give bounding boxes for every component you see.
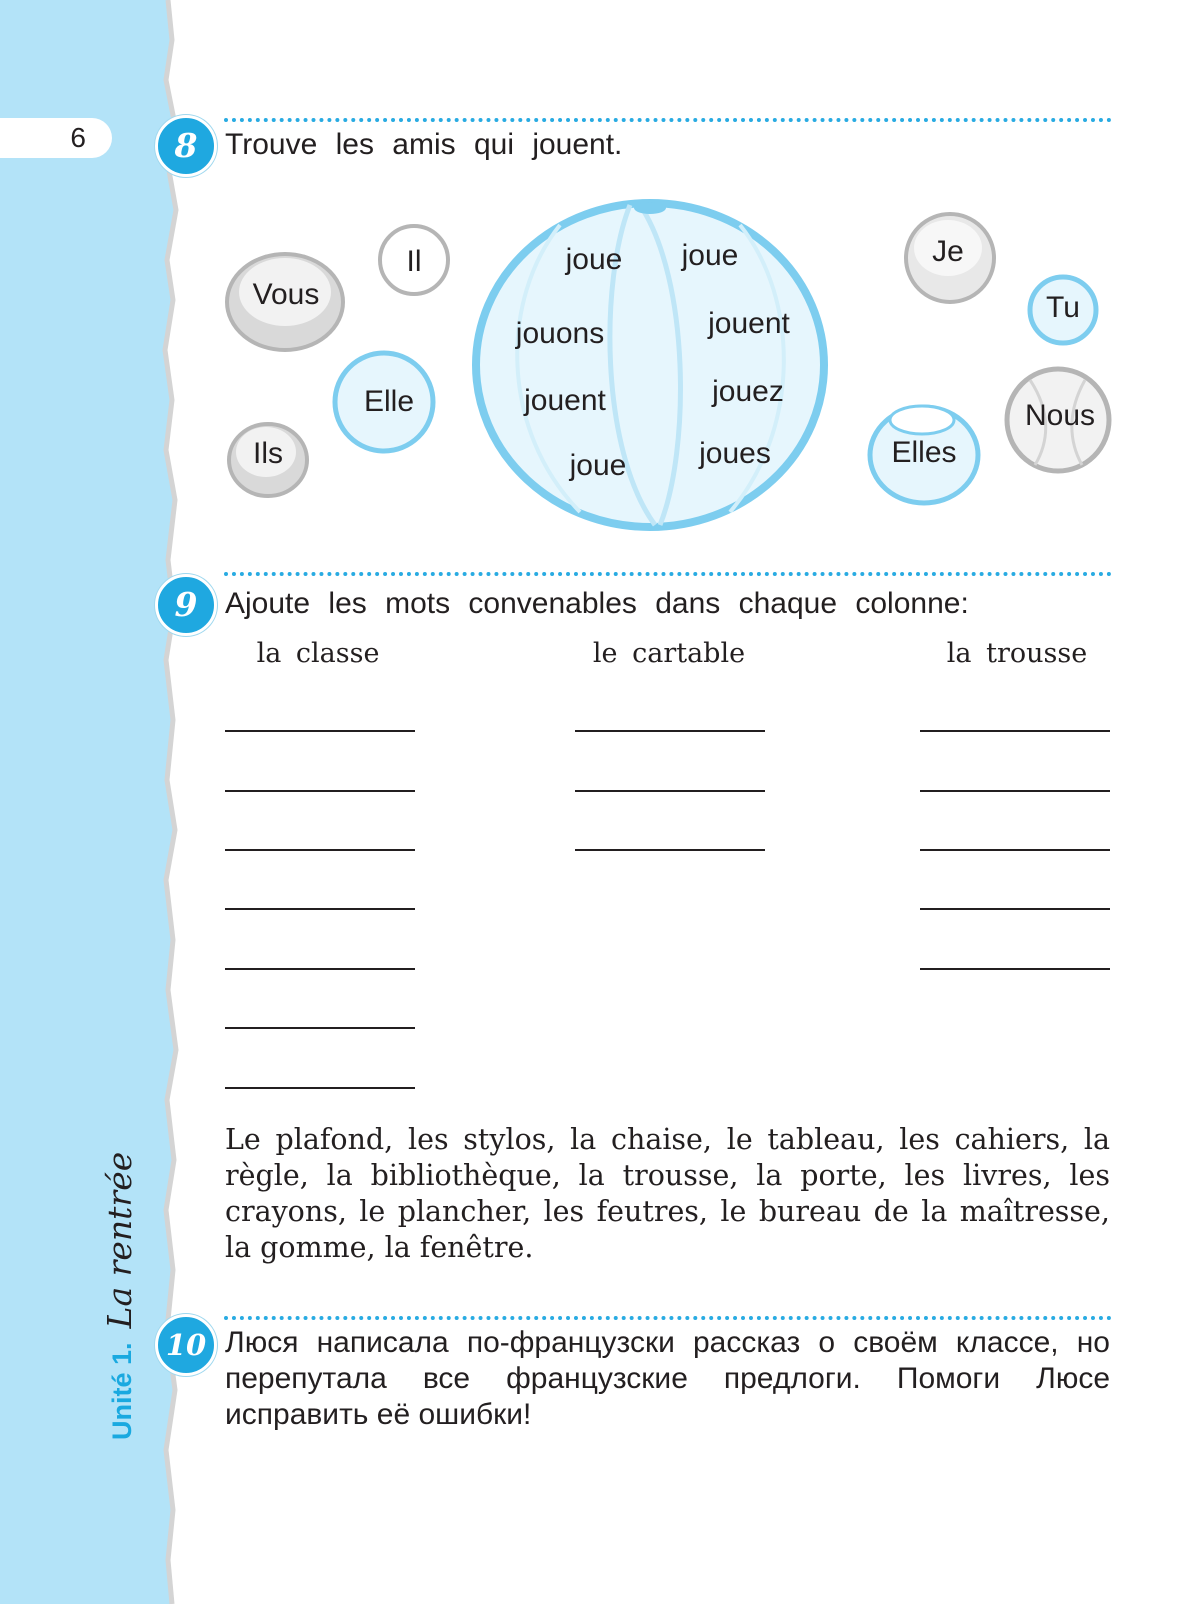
pronoun-elles: Elles [891,436,957,469]
exercise-9-badge: 9 [155,574,217,636]
answer-blank-la-trousse[interactable] [920,790,1110,792]
word-bank: Le plafond, les stylos, la chaise, le tableau, les cahiers, la règle, la bibliothèque, la trousse, la porte, les livres, les crayons, le plancher, les feutres, le bureau de la maîtresse, la gomme, la fenêtre. [225,1123,1110,1264]
pronoun-nous: Nous [1024,399,1096,432]
answer-blank-la-trousse[interactable] [920,908,1110,910]
pronoun-ils: Ils [253,437,283,470]
answer-blank-la-trousse[interactable] [920,730,1110,732]
answer-blank-la-trousse[interactable] [920,968,1110,970]
pronoun-je: Je [932,235,964,268]
exercise-8-title: Trouve les amis qui jouent. [225,128,623,161]
exercise-10-instructions: Люся написала по-французски рассказ о своём классе, но перепутала все французские предлоги. Помоги Люсе исправить её ошибки! [225,1326,1110,1431]
ball-word: jouez [712,375,784,408]
ball-word: jouons [515,317,605,350]
pronoun-vous: Vous [252,278,320,311]
ball-word: joue [565,243,623,276]
unit-label [100,1120,140,1440]
answer-blank-la-classe[interactable] [225,1087,415,1089]
answer-blank-la-classe[interactable] [225,849,415,851]
exercise-9-divider [224,572,1112,576]
ball-word: jouent [708,307,790,340]
answer-blank-la-classe[interactable] [225,1027,415,1029]
pronoun-elle: Elle [363,385,415,418]
answer-blank-la-classe[interactable] [225,790,415,792]
exercise-10-divider [224,1316,1112,1320]
answer-blank-la-classe[interactable] [225,908,415,910]
unit-title: La rentrée [100,1151,139,1329]
exercise-9-title: Ajoute les mots convenables dans chaque colonne: [225,587,969,620]
ball-word: joue [569,449,627,482]
ball [476,202,824,527]
page-number: 6 [0,118,112,158]
answer-blank-le-cartable[interactable] [575,790,765,792]
answer-blank-le-cartable[interactable] [575,849,765,851]
ball-word: joues [699,437,771,470]
ball-word: joue [681,239,739,272]
exercise-10-badge: 10 [155,1314,217,1376]
answer-blank-la-classe[interactable] [225,730,415,732]
ball-word: jouent [524,384,606,417]
answer-blank-la-classe[interactable] [225,968,415,970]
column-header-la-classe: la classe [256,638,380,669]
pronoun-tu: Tu [1046,291,1080,324]
pronoun-il: Il [406,245,422,278]
column-header-le-cartable: le cartable [592,638,746,669]
exercise-8-badge: 8 [155,115,217,177]
answer-blank-le-cartable[interactable] [575,730,765,732]
answer-blank-la-trousse[interactable] [920,849,1110,851]
column-header-la-trousse: la trousse [946,638,1088,669]
unit-number: Unité 1. [107,1342,137,1440]
